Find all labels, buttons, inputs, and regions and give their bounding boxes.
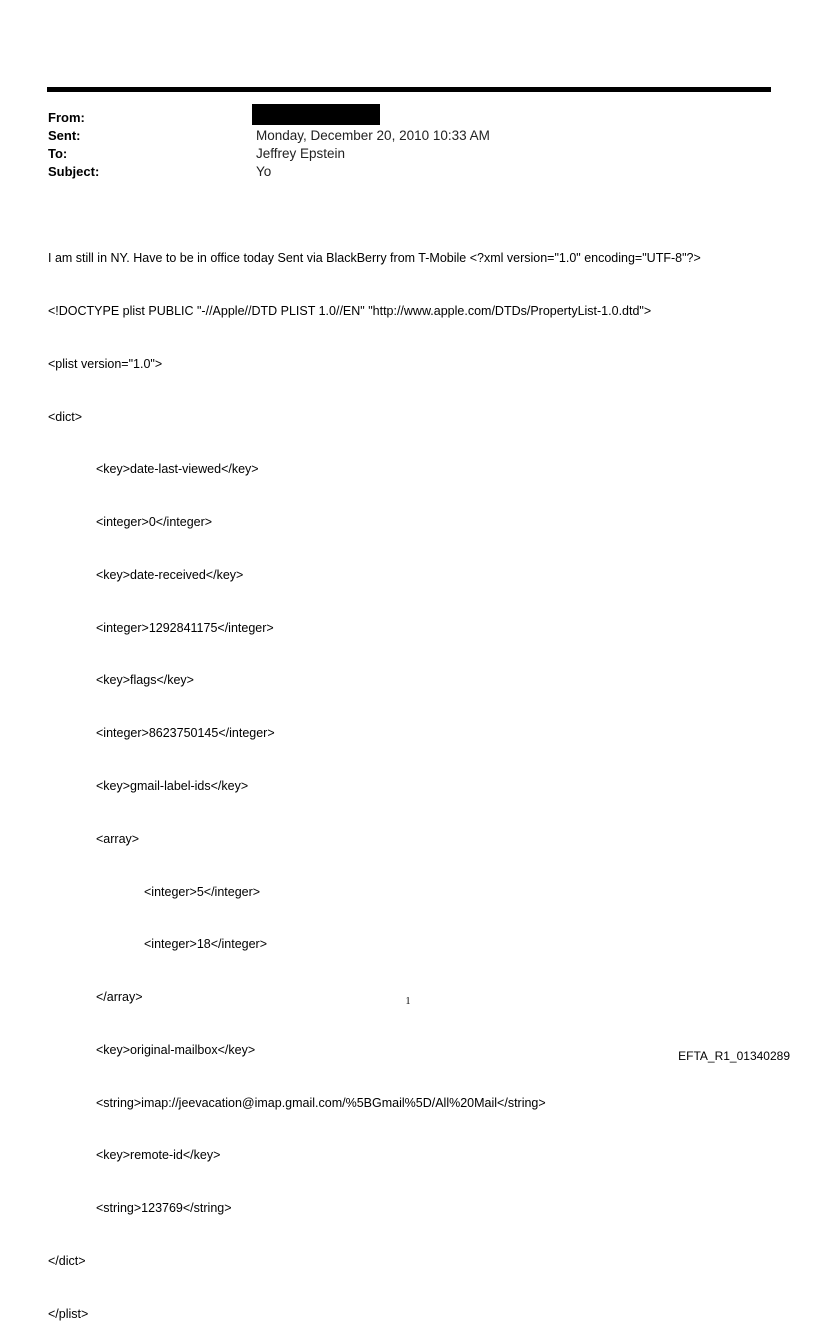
header-divider (47, 87, 771, 92)
body-line: </plist> (48, 1306, 89, 1321)
body-line: <integer>1292841175</integer> (96, 620, 274, 635)
body-line: <!DOCTYPE plist PUBLIC "-//Apple//DTD PLIST 1.0//EN" "http://www.apple.com/DTDs/PropertyList-1.0.dtd"> (48, 303, 652, 318)
body-line: <string>123769</string> (96, 1201, 232, 1216)
body-line: <key>flags</key> (96, 673, 194, 688)
message-body (48, 215, 788, 1341)
subject-label: Subject: (48, 164, 100, 179)
redaction-block (252, 104, 380, 125)
body-line: </array> (96, 990, 143, 1005)
sent-label: Sent: (48, 128, 81, 143)
body-line: <string>imap://jeevacation@imap.gmail.com/%5BGmail%5D/All%20Mail</string> (96, 1095, 546, 1110)
document-id: EFTA_R1_01340289 (678, 1049, 790, 1063)
body-line: <integer>5</integer> (144, 884, 261, 899)
body-line: <key>date-last-viewed</key> (96, 462, 259, 477)
sent-row (48, 127, 748, 145)
body-line: </dict> (48, 1254, 86, 1269)
to-label: To: (48, 146, 68, 161)
subject-row (48, 163, 748, 181)
body-line: <key>original-mailbox</key> (96, 1042, 256, 1057)
from-row (48, 109, 748, 127)
body-line: <key>remote-id</key> (96, 1148, 221, 1163)
body-line: <dict> (48, 409, 83, 424)
page-number: 1 (405, 996, 411, 1007)
body-line: <plist version="1.0"> (48, 356, 163, 371)
body-line: <key>date-received</key> (96, 567, 244, 582)
body-line: <array> (96, 831, 140, 846)
to-row (48, 145, 748, 163)
from-label: From: (48, 110, 85, 125)
body-line: <key>gmail-label-ids</key> (96, 779, 249, 793)
body-line: <integer>18</integer> (144, 937, 268, 952)
email-header (48, 109, 748, 181)
body-line: <integer>0</integer> (96, 515, 213, 530)
body-line: <integer>8623750145</integer> (96, 726, 275, 741)
body-line: I am still in NY. Have to be in office today Sent via BlackBerry from T-Mobile <?xml version="1.0" encoding="UTF-8"?> (48, 251, 701, 266)
to-value: Jeffrey Epstein (256, 146, 346, 161)
sent-value: Monday, December 20, 2010 10:33 AM (256, 128, 490, 143)
subject-value: Yo (256, 164, 272, 179)
